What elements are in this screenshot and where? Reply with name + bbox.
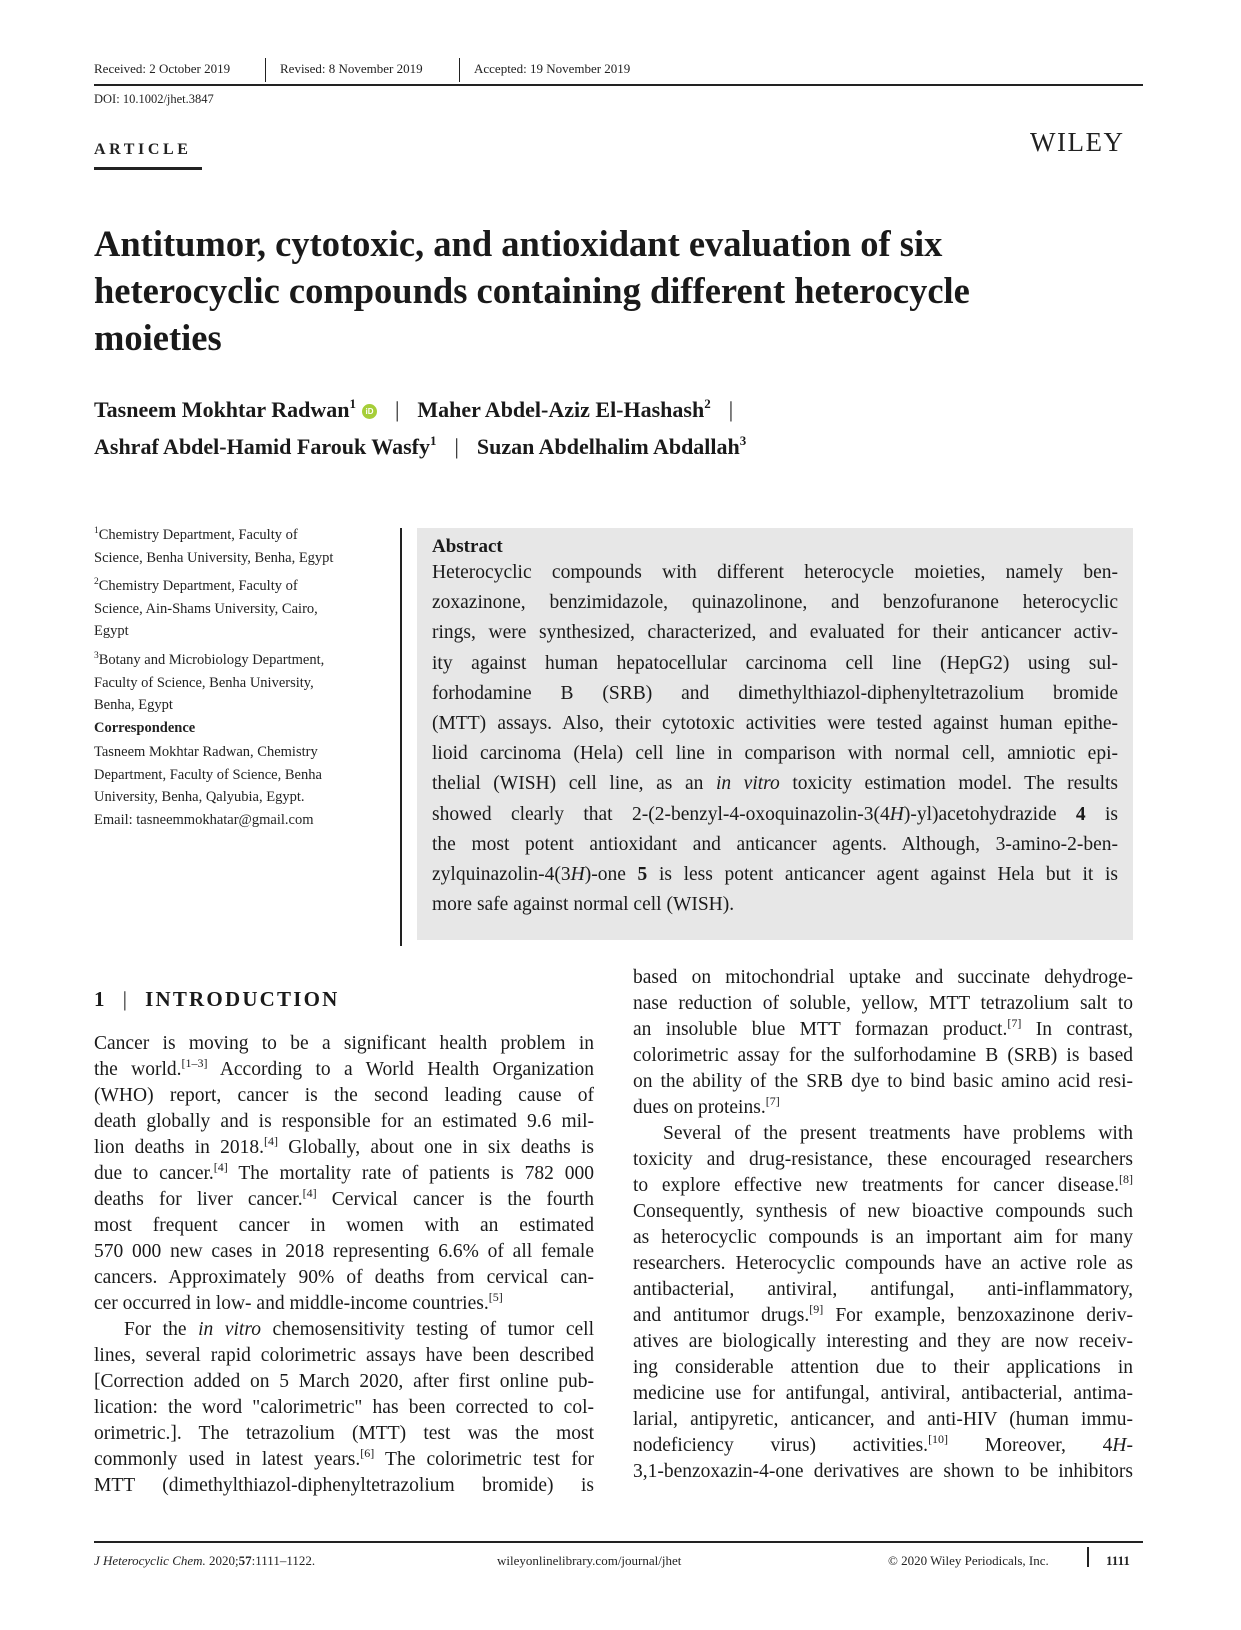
- author-line-2: [94, 434, 1154, 460]
- header-rule: [94, 84, 1143, 86]
- abstract-line: (MTT) assays. Also, their cytotoxic activities were tested against human epithe-: [432, 713, 1118, 734]
- body-line: lion deaths in 2018.[4] Globally, about one in six deaths is: [94, 1134, 594, 1158]
- affiliation-text: Botany and Microbiology Department,: [98, 652, 325, 668]
- body-line: to explore effective new treatments for cancer disease.[8]: [633, 1172, 1133, 1196]
- correspondence-line: University, Benha, Qalyubia, Egypt.: [94, 789, 305, 805]
- title-line: moieties: [94, 317, 222, 358]
- author-separator: |: [454, 434, 459, 459]
- body-line: lication: the word "calorimetric" has been corrected to col-: [94, 1397, 594, 1418]
- body-line: ing considerable attention due to their applications in: [633, 1357, 1133, 1378]
- publisher-logo: WILEY: [1030, 127, 1125, 157]
- section-separator: |: [122, 987, 130, 1011]
- affiliation-text: Faculty of Science, Benha University,: [94, 674, 314, 691]
- section-heading: [94, 987, 340, 1012]
- body-line: toxicity and drug-resistance, these encouraged researchers: [633, 1149, 1133, 1170]
- affiliation-text: Benha, Egypt: [94, 697, 173, 713]
- copyright: © 2020 Wiley Periodicals, Inc.: [888, 1553, 1049, 1568]
- article-title: [94, 220, 1154, 361]
- body-line: cer occurred in low- and middle-income countries.[5]: [94, 1290, 503, 1314]
- abstract-line: more safe against normal cell (WISH).: [432, 894, 735, 916]
- body-line: dues on proteins.[7]: [633, 1094, 780, 1118]
- abstract-line: rings, were synthesized, characterized, and evaluated for their anticancer activ-: [432, 622, 1118, 644]
- footer-divider: [1087, 1547, 1089, 1567]
- section-number: 1: [94, 987, 107, 1011]
- body-line: 570 000 new cases in 2018 representing 6.6% of all female: [94, 1241, 594, 1262]
- author-affiliation-mark: 1: [349, 396, 356, 411]
- body-line: antibacterial, antiviral, antifungal, anti-inflammatory,: [633, 1279, 1133, 1300]
- revised-date: Revised: 8 November 2019: [280, 61, 423, 76]
- correspondence-block: [94, 741, 384, 831]
- affiliation-2: [94, 575, 384, 643]
- body-line: cancers. Approximately 90% of deaths from cervical can-: [94, 1267, 594, 1288]
- body-line: Consequently, synthesis of new bioactive compounds such: [633, 1201, 1133, 1222]
- affiliation-text: Chemistry Department, Faculty of: [98, 527, 298, 543]
- body-line: medicine use for antifungal, antiviral, antibacterial, antima-: [633, 1383, 1133, 1404]
- author-affiliation-mark: 1: [429, 433, 437, 448]
- body-line: researchers. Heterocyclic compounds have an active role as: [633, 1253, 1133, 1274]
- author-separator: |: [728, 397, 734, 422]
- journal-url[interactable]: wileyonlinelibrary.com/journal/jhet: [497, 1553, 682, 1568]
- journal-citation: J Heterocyclic Chem. 2020;57:1111–1122.: [94, 1553, 316, 1568]
- title-line: heterocyclic compounds containing different heterocycle: [94, 270, 970, 311]
- body-line: commonly used in latest years.[6] The colorimetric test for: [94, 1446, 594, 1470]
- abstract-line: showed clearly that 2-(2-benzyl-4-oxoquinazolin-3(4H)-yl)acetohydrazide 4 is: [432, 803, 1118, 825]
- affiliation-mark: 3: [94, 651, 99, 661]
- title-line: Antitumor, cytotoxic, and antioxidant evaluation of six: [94, 223, 943, 264]
- body-line: atives are biologically interesting and they are now receiv-: [633, 1331, 1133, 1352]
- author-name[interactable]: Suzan Abdelhalim Abdallah: [476, 434, 740, 459]
- author-affiliation-mark: 2: [704, 396, 711, 411]
- abstract-line: the most potent antioxidant and anticancer agents. Although, 3-amino-2-ben-: [432, 833, 1118, 855]
- body-line: MTT (dimethylthiazol-diphenyltetrazolium bromide) is: [94, 1475, 594, 1496]
- author-name[interactable]: Ashraf Abdel-Hamid Farouk Wasfy: [94, 434, 430, 459]
- abstract-line: zylquinazolin-4(3H)-one 5 is less potent anticancer agent against Hela but it is: [432, 864, 1118, 885]
- body-line: (WHO) report, cancer is the second leading cause of: [94, 1085, 594, 1106]
- body-line: nase reduction of soluble, yellow, MTT tetrazolium salt to: [633, 993, 1133, 1014]
- body-line: due to cancer.[4] The mortality rate of patients is 782 000: [94, 1160, 594, 1184]
- body-line: based on mitochondrial uptake and succinate dehydroge-: [633, 967, 1133, 988]
- author-name[interactable]: Tasneem Mokhtar Radwan: [94, 397, 350, 422]
- sidebar-divider: [400, 528, 402, 946]
- body-line: most frequent cancer in women with an estimated: [94, 1215, 594, 1236]
- body-line: Several of the present treatments have problems with: [663, 1123, 1133, 1144]
- header-divider: [459, 58, 460, 82]
- affiliation-text: Science, Benha University, Benha, Egypt: [94, 549, 334, 566]
- abstract-heading: Abstract: [432, 536, 503, 557]
- header-divider: [265, 58, 266, 82]
- author-separator: |: [394, 397, 400, 422]
- body-line: death globally and is responsible for an estimated 9.6 mil-: [94, 1111, 594, 1132]
- page-number: 1111: [1106, 1553, 1130, 1568]
- section-label: ARTICLE: [94, 141, 192, 158]
- body-line: deaths for liver cancer.[4] Cervical cancer is the fourth: [94, 1186, 595, 1210]
- abstract-line: zoxazinone, benzimidazole, quinazolinone, and benzofuranone heterocyclic: [432, 592, 1118, 614]
- accepted-date: Accepted: 19 November 2019: [474, 61, 631, 76]
- body-line: For the in vitro chemosensitivity testing of tumor cell: [124, 1319, 594, 1340]
- abstract-line: ity against human hepatocellular carcinoma cell line (HepG2) using sul-: [432, 652, 1118, 674]
- abstract-line: forhodamine B (SRB) and dimethylthiazol-diphenyltetrazolium bromide: [432, 682, 1118, 704]
- correspondence-email[interactable]: Email: tasneemmokhatar@gmail.com: [94, 811, 314, 828]
- affiliation-text: Egypt: [94, 623, 129, 639]
- abstract-line: Heterocyclic compounds with different heterocycle moieties, namely ben-: [432, 562, 1118, 583]
- affiliation-text: Science, Ain-Shams University, Cairo,: [94, 600, 318, 617]
- body-line: and antitumor drugs.[9] For example, benzoxazinone deriv-: [633, 1302, 1133, 1326]
- body-line: lines, several rapid colorimetric assays have been described: [94, 1345, 594, 1366]
- affiliation-mark: 2: [94, 577, 99, 587]
- correspondence-heading: Correspondence: [94, 720, 196, 736]
- affiliation-mark: 1: [94, 526, 99, 536]
- affiliation-3: [94, 649, 384, 717]
- body-line: the world.[1–3] According to a World Health Organization: [94, 1056, 594, 1080]
- body-line: larial, antipyretic, anticancer, and anti-HIV (human immu-: [633, 1409, 1133, 1430]
- body-line: Cancer is moving to be a significant health problem in: [94, 1033, 594, 1054]
- correspondence-line: Tasneem Mokhtar Radwan, Chemistry: [94, 744, 318, 760]
- abstract-line: lioid carcinoma (Hela) cell line in comparison with normal cell, amniotic epi-: [432, 743, 1118, 765]
- body-line: as heterocyclic compounds is an important aim for many: [633, 1227, 1133, 1248]
- affiliation-1: [94, 524, 384, 569]
- body-line: colorimetric assay for the sulforhodamine B (SRB) is based: [633, 1045, 1133, 1066]
- section-title: INTRODUCTION: [145, 987, 340, 1011]
- body-line: orimetric.]. The tetrazolium (MTT) test was the most: [94, 1423, 594, 1444]
- doi[interactable]: DOI: 10.1002/jhet.3847: [94, 92, 214, 106]
- received-date: Received: 2 October 2019: [94, 61, 231, 76]
- author-name[interactable]: Maher Abdel-Aziz El-Hashash: [417, 397, 705, 422]
- body-line: an insoluble blue MTT formazan product.[7] In contrast,: [633, 1016, 1133, 1040]
- body-line: nodeficiency virus) activities.[10] Moreover, 4H-: [633, 1432, 1133, 1456]
- affiliation-text: Chemistry Department, Faculty of: [98, 578, 298, 594]
- body-line: on the ability of the SRB dye to bind basic amino acid resi-: [633, 1071, 1133, 1092]
- correspondence-line: Department, Faculty of Science, Benha: [94, 766, 322, 783]
- body-line: [Correction added on 5 March 2020, after first online pub-: [94, 1371, 594, 1392]
- orcid-icon[interactable]: iD: [362, 404, 377, 419]
- body-line: 3,1-benzoxazin-4-one derivatives are shown to be inhibitors: [633, 1461, 1133, 1482]
- author-line-1: [94, 397, 1154, 423]
- author-affiliation-mark: 3: [739, 433, 747, 448]
- section-label-underline: [94, 167, 202, 170]
- footer-rule: [94, 1541, 1143, 1543]
- abstract-line: thelial (WISH) cell line, as an in vitro toxicity estimation model. The results: [432, 773, 1118, 795]
